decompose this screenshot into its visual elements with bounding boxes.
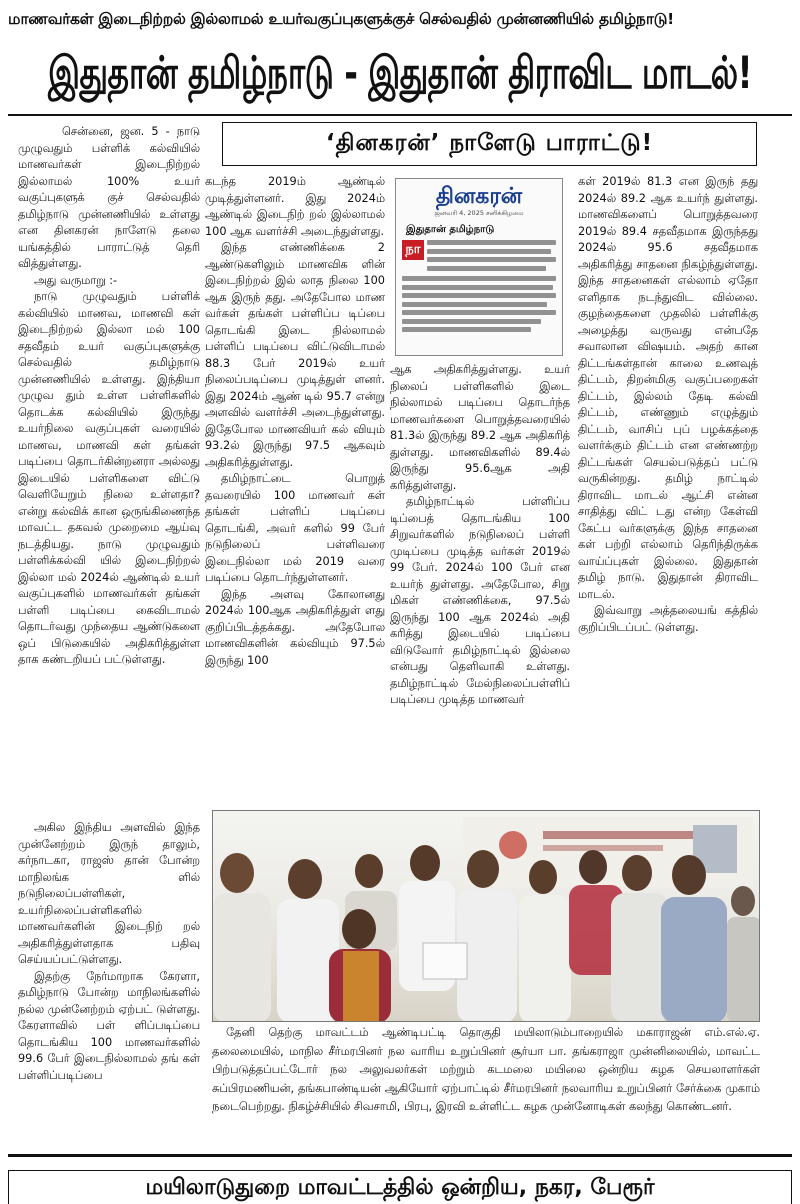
clipping-text-lines-more (402, 276, 556, 332)
next-article-headline: மயிலாடுதுறை மாவட்டத்தில் ஒன்றிய, நகர, பேரூர் (8, 1170, 792, 1204)
article-paragraph: அது வருமாறு :- (34, 273, 118, 287)
main-headline: இதுதான் தமிழ்நாடு - இதுதான் திராவிட மாடல்! (48, 46, 752, 99)
clipping-body (402, 240, 556, 274)
article-paragraph: இதற்கு நேர்மாறாக கேரளா, தமிழ்நாடு போன்ற மாநிலங்களில் நல்ல முன்னேற்றம் ஏற்பட் டுள்ளது. கேரளாவில் பள் ளிப்படிப்பை தொடங்கிய 100 மாணவர்களில் 99.6 பேர் இடைநில்லாமல் தங் கள் பள்ளிப்படிப்பை (18, 969, 200, 1082)
article-column-1-continued (18, 820, 200, 1150)
article-column-2 (205, 174, 385, 809)
article-paragraph: இவ்வாறு அத்தலையங் கத்தில் குறிப்பிடப்பட் டுள்ளது. (578, 604, 758, 634)
clipping-drop-letters: நா (402, 240, 424, 260)
article-paragraph: தமிழ்நாட்டில் பள்ளிப்ப டிப்பைத் தொடங்கிய 100 சிறுவர்களில் நடுநிலைப் பள்ளி முடிப்பை முடித்த வர்கள் 2019ல் 99 பேர். 2024ல் 100 பேர் என உயர்ந் துள்ளது. அதேபோல, சிறு மிகள் எண்ணிக்கை, 97.5ல் இருந்து 100 ஆக 2024ல் அதி கரித்து இடையில் படிப்பை விடுவோர் தமிழ்நாட்டில் இல்லை என்பது தெளிவாகி உள்ளது. தமிழ்நாட்டில் மேல்நிலைப்பள்ளிப் படிப்பை முடித்த மாணவர் (390, 495, 570, 706)
article-paragraph: தமிழ்நாட்டை பொறுத் தவரையில் 100 மாணவர் கள் தங்கள் பள்ளிப் படிப்பை தொடங்கி, அவர் களில் 99 பேர் நடுநிலைப் பள்ளிவரை இடைநில்லா மல் 2019 வரை படிப்பை தொடர்ந்துள்ளனர். (205, 472, 385, 584)
article-column-1 (18, 124, 200, 804)
clipping-headline: இதுதான் தமிழ்நாடு (406, 224, 495, 235)
article-paragraph: சென்னை, ஜன. 5 - நாடு முழுவதும் பள்ளிக் கல்வியில் மாணவர்கள் இடைநிற்றல் இல்லாமல் 100% உயர் வகுப்புகளுக் குச் செல்வதில் தமிழ்நாடு முன்னணியில் உள்ளது என தினகரன் நாளேடு தலை யங்கத்தில் பாராட்டுத் தெரி வித்துள்ளது. (18, 125, 200, 270)
article-paragraph: இந்த அளவு கோலானது 2024ல் 100ஆக அதிகரித்துள் ளது குறிப்பிடத்தக்கது. அதேபோல மாணவிகளின் கல்வியும் 97.5ல் இருந்து 100 (205, 587, 385, 667)
article-column-3 (390, 362, 570, 807)
article-paragraph: கள் 2019ல் 81.3 என இருந் தது 2024ல் 89.2 ஆக உயர்ந் துள்ளது. மாணவிகளைப் பொறுத்தவரை 2019ல் 89.4 சதவீதமாக இருந்தது 2024ல் 95.6 சதவீதமாக அதிகரித்து சாதனை நிகழ்ந்துள்ளது. இந்த சாதனைகள் எல்லாம் ஏதோ எளிதாக நடந்துவிட வில்லை. குழந்தைகளை முதலில் பள்ளிக்கு அழைத்து வருவது என்பதே சவாலான விஷயம். அதற் கான திட்டங்கள்தான் காலை உணவுத் திட்டம், திறன்மிகு வகுப்பறைகள் திட்டம், இல்லம் தேடி கல்வி திட்டம், எண்ணும் எழுத்தும் திட்டம், வாசிப் புப் பழக்கத்தை வளர்க்கும் திட்டம் என எண்ணற்ற திட்டங்கள் செயல்படுத்தப் பட்டு வருகின்றது. தமிழ் நாட்டில் திராவிட மாடல் ஆட்சி என்ன சாதித்து விட் டது என்ற கேள்வி கேட்ப வர்களுக்கு இந்த சாதனை கள் பற்றி எல்லாம் தெரிந்திருக்க வாய்ப்புகள் இல்லை. இதுதான் தமிழ் நாடு. இதுதான் திராவிட மாடல். (578, 175, 758, 601)
top-divider (8, 114, 792, 116)
newspaper-clipping-image (395, 178, 563, 356)
event-photo-illustration (213, 811, 760, 1022)
event-photo (212, 810, 760, 1022)
photo-caption-text: தேனி தெற்கு மாவட்டம் ஆண்டிபட்டி தொகுதி மயிலாடும்பாறையில் மகாராஜன் எம்.எல்.ஏ. தலைமையில், மாநில சீர்மரபினர் நல வாரிய உறுப்பினர் சூர்யா பா. தங்கராஜா முன்னிலையில், மாவட்ட பிற்படுத்தப்பட்டோர் நல அலுவலர்கள் மற்றும் கடமலை மயிலை ஒன்றிய கழக செயலாளர்கள் சுப்பிரமணியன், தங்கபாண்டியன் ஆகியோர் ஏற்பாட்டில் சீர்மரபினர் நலவாரிய உறுப்பினர் சேர்க்கை முகாம் நடைபெற்றது. நிகழ்ச்சியில் சிவசாமி, பிரபு, இரவி உள்ளிட்ட கழக முன்னோடிகள் கலந்து கொண்டனர். (212, 1026, 760, 1114)
article-paragraph: இந்த எண்ணிக்கை 2 ஆண்டுகளிலும் மாணவிக ளின் இடைநிற்றல் இல் லாத நிலை 100 ஆக இருந் தது. அதேபோல மாண வர்கள் தங்கள் பள்ளிப்ப டிப்பை தொடங்கி இடை நில்லாமல் பள்ளிப் படிப்பை விட்டுவிடாமல் 88.3 பேர் 2019ல் உயர் நிலைப்படிப்பை முடித்துள் ளனர். இது 2024ம் ஆண் டில் 95.7 என்று அளவில் வளர்ச்சி அடைந்துள்ளது. இதேபோல மாணவியர் கல் வியும் 93.2ல் இருந்து 97.5 ஆகவும் அதிகரித்துள்ளது. (205, 241, 385, 469)
bottom-divider (8, 1154, 792, 1157)
article-paragraph: ஆக அதிகரித்துள்ளது. உயர் நிலைப் பள்ளிகளில் இடை நில்லாமல் படிப்பை தொடர்ந்த மாணவர்களை பொறுத்தவரையில் 81.3ல் இருந்து 89.2 ஆக அதிகரித் துள்ளது. மாணவிகளில் 89.4ல் இருந்து 95.6ஆக அதி கரித்துள்ளது. (390, 363, 570, 492)
photo-caption (212, 1024, 760, 1144)
kicker-headline: மாணவர்கள் இடைநிற்றல் இல்லாமல் உயர்வகுப்புகளுக்குச் செல்வதில் முன்னணியில் தமிழ்நாடு! (8, 10, 674, 28)
article-paragraph: கடந்த 2019ம் ஆண்டில் முடித்துள்ளனர். இது 2024ம் ஆண்டில் இடைநிற் றல் இல்லாமல் 100 ஆக வளர்ச்சி அடைந்துள்ளது. (205, 175, 385, 238)
subheadline-box: ‘தினகரன்’ நாளேடு பாராட்டு! (222, 122, 757, 166)
dinakaran-logo: தினகரன் (435, 183, 523, 209)
article-paragraph: நாடு முழுவதும் பள்ளிக் கல்வியில் மாணவ, மாணவி கள் இடைநிற்றல் இல்லா மல் 100 சதவீதம் உயர் வகுப்புகளுக்கு செல்வதில் தமிழ்நாடு முன்னணியில் உள்ளது. இந்தியா முழுவ தும் உள்ள பள்ளிகளில் தொடக்க கல்வியில் இருந்து உயர்நிலை வகுப்புகள் வரையில் மாணவ, மாணவி கள் தங்கள் படிப்பை தொடர்கின்றனரா அல்லது இடையில் பள்ளிகளை விட்டு வெளியேறும் நிலை உள்ளதா? என்று கல்விக் கான ஒருங்கிணைந்த மாவட்ட தகவல் முறைமை ஆய்வு நடத்தியது. நாடு முழுவதும் பள்ளிக்கல்வி யில் இடைநிற்றல் இல்லா மல் 2024ல் ஆண்டில் உயர் வகுப்புகளில் மாணவர்கள் தங்கள் பள்ளி படிப்பை கைவிடாமல் தொடர்வது முந்தைய ஆண்டுகளை ஒப் பிடுகையில் அதிகரித்துள்ள தாக கண்டறியப் பட்டுள்ளது. (18, 290, 200, 666)
article-column-4 (578, 174, 758, 809)
clipping-text-lines (427, 240, 556, 274)
clipping-date: ஜனவரி 4, 2025 சனிக்கிழமை (434, 209, 524, 217)
article-paragraph: அகில இந்திய அளவில் இந்த முன்னேற்றம் இருந் தாலும், கர்நாடகா, ராஜஸ் தான் போன்ற மாநிலங்க ளில் நடுநிலைப்பள்ளிகள், உயர்நிலைப்பள்ளிகளில் மாணவர்களின் இடைநிற் றல் அதிகரித்துள்ளதாக பதிவு செய்யப்பட்டுள்ளது. (18, 821, 200, 966)
